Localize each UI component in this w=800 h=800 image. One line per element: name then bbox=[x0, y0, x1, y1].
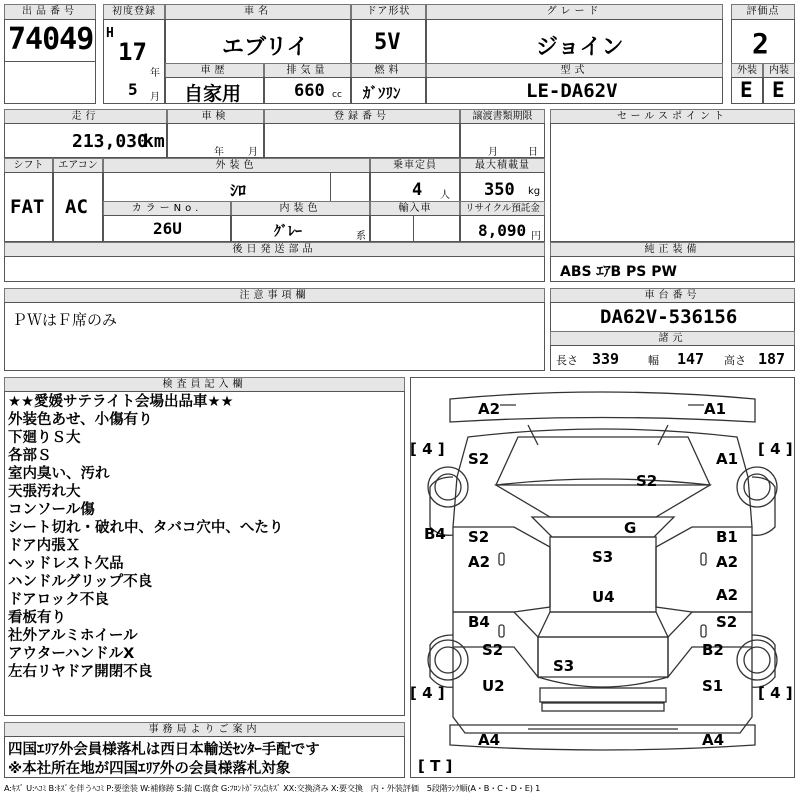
inspector-note-line: 社外アルミホイール bbox=[8, 628, 138, 644]
exterior-grade: E bbox=[740, 78, 753, 102]
mileage: 213,030 bbox=[72, 131, 148, 152]
office-line-2: ※本社所在地が四国ｴﾘｱ外の会員様落札対象 bbox=[8, 761, 291, 777]
mark-rdoor-l: B4 bbox=[468, 613, 490, 631]
displacement-label: 排気量 bbox=[264, 63, 351, 78]
capacity-unit: 人 bbox=[440, 190, 450, 201]
displacement: 660 bbox=[294, 81, 325, 101]
reg-no-label: 登録番号 bbox=[264, 109, 460, 124]
capacity: 4 bbox=[412, 180, 423, 200]
legend: A:ｷｽﾞ U:ﾍｺﾐ B:ｷｽﾞを伴うﾍｺﾐ P:要塗装 W:補修跡 S:錆 C:腐食 G:ﾌﾛﾝﾄｶﾞﾗｽ点ｷｽﾞ XX:交換済み X:要交換 内・外装評価 5段階ﾗﾝｸ順(A・B・C・D・E) 1 bbox=[4, 783, 541, 793]
mark-rear-glass: S3 bbox=[553, 657, 575, 675]
inspector-note-line: ヘッドレスト欠品 bbox=[8, 556, 124, 572]
mark-pillar-r: B1 bbox=[716, 528, 738, 546]
later-parts-label: 後日発送部品 bbox=[4, 242, 545, 257]
year-unit: 年 bbox=[150, 68, 160, 79]
history-label: 車歴 bbox=[165, 63, 264, 78]
lot-label: 出品番号 bbox=[4, 4, 96, 20]
inspection-month-unit: 月 bbox=[248, 147, 258, 158]
history: 自家用 bbox=[184, 83, 242, 105]
vehicle-diagram bbox=[410, 377, 795, 778]
transfer-month-unit: 月 bbox=[488, 147, 498, 158]
mark-rear-r: B2 bbox=[702, 641, 724, 659]
later-parts-box bbox=[4, 256, 545, 282]
door-label: ドア形状 bbox=[351, 4, 426, 20]
sales-point-label: セールスポイント bbox=[550, 109, 795, 124]
inspector-note-line: ドアロック不良 bbox=[8, 592, 109, 608]
inspection-year-unit: 年 bbox=[214, 147, 224, 158]
caution: ＰＷはＦ席のみ bbox=[12, 311, 118, 329]
sales-point-box bbox=[550, 123, 795, 242]
ac-label: エアコン bbox=[53, 158, 103, 173]
mark-roof-front: S3 bbox=[592, 548, 614, 566]
mark-rear-bumper-l: A4 bbox=[478, 731, 501, 749]
office-line-1: 四国ｴﾘｱ外会員様落札は西日本輸送ｾﾝﾀｰ手配です bbox=[8, 742, 320, 758]
int-color-label: 内装色 bbox=[231, 201, 370, 216]
grade: ジョイン bbox=[536, 35, 624, 60]
exterior-label: 外装 bbox=[731, 63, 763, 78]
mark-bumper-l: U2 bbox=[482, 677, 505, 695]
inspector-note-line: ハンドルグリップ不良 bbox=[8, 574, 153, 590]
mark-bumper-r: S1 bbox=[702, 677, 724, 695]
ext-color-sub bbox=[330, 172, 370, 202]
office-label: 事務局よりご案内 bbox=[4, 722, 405, 737]
width-label: 幅 bbox=[648, 354, 659, 367]
shift: FAT bbox=[10, 196, 45, 218]
inspector-note-line: アウターハンドルX bbox=[8, 646, 135, 662]
mark-rear-l: S2 bbox=[482, 641, 504, 659]
import-label: 輸入車 bbox=[370, 201, 460, 216]
mark-spare-tire: [ T ] bbox=[418, 757, 453, 775]
mileage-unit: km bbox=[143, 131, 165, 152]
score: 2 bbox=[752, 27, 769, 60]
chassis-label: 車台番号 bbox=[550, 288, 795, 303]
inspector-note-line: 各部Ｓ bbox=[8, 448, 52, 464]
month-unit: 月 bbox=[150, 92, 160, 103]
mark-front-left: A2 bbox=[478, 400, 501, 418]
recycle: 8,090 bbox=[478, 221, 527, 240]
load-label: 最大積載量 bbox=[460, 158, 545, 173]
displacement-unit: cc bbox=[332, 90, 342, 100]
equipment: ABS ｴｱB PS PW bbox=[560, 264, 677, 280]
load: 350 bbox=[484, 180, 515, 200]
mileage-label: 走行 bbox=[4, 109, 167, 124]
fuel: ｶﾞｿﾘﾝ bbox=[363, 84, 401, 102]
transfer-label: 譲渡書類期限 bbox=[460, 109, 545, 124]
grade-label: グレード bbox=[426, 4, 723, 20]
score-label: 評価点 bbox=[731, 4, 795, 20]
mark-door-l-top: S2 bbox=[468, 528, 490, 546]
inspector-notes bbox=[8, 393, 403, 681]
mark-rdoor-r-top: A2 bbox=[716, 586, 739, 604]
mark-tire-rl: [ 4 ] bbox=[410, 684, 445, 702]
inspector-note-line: 看板有り bbox=[8, 610, 66, 626]
model: LE-DA62V bbox=[526, 80, 618, 102]
lot-box-lower bbox=[4, 61, 96, 104]
mark-door-r-top: A2 bbox=[716, 553, 739, 571]
era: H bbox=[106, 26, 114, 41]
width: 147 bbox=[677, 350, 705, 368]
inspector-note-line: 左右リヤドア開閉不良 bbox=[8, 664, 153, 680]
mark-tire-fr: [ 4 ] bbox=[758, 440, 793, 458]
mark-rdoor-r-bottom: S2 bbox=[716, 613, 738, 631]
load-unit: kg bbox=[528, 186, 541, 197]
int-color-suffix: 系 bbox=[356, 231, 366, 242]
inspector-note-line: 下廻りＳ大 bbox=[8, 430, 81, 446]
mark-pillar-l: B4 bbox=[424, 525, 446, 543]
inspector-note-line: 外装色あせ、小傷有り bbox=[8, 412, 153, 428]
inspection-label: 車検 bbox=[167, 109, 264, 124]
first-reg-year: 17 bbox=[118, 38, 147, 66]
inspector-note-line: ★★愛媛サテライト会場出品車★★ bbox=[8, 394, 234, 410]
mark-door-l-bottom: A2 bbox=[468, 553, 491, 571]
recycle-unit: 円 bbox=[531, 231, 541, 242]
length: 339 bbox=[592, 350, 620, 368]
mark-fender-l: S2 bbox=[468, 450, 490, 468]
mark-front-right: A1 bbox=[704, 400, 727, 418]
color-no: 26U bbox=[153, 219, 182, 238]
length-label: 長さ bbox=[556, 354, 578, 367]
fuel-label: 燃料 bbox=[351, 63, 426, 78]
shift-label: シフト bbox=[4, 158, 53, 173]
height: 187 bbox=[758, 350, 786, 368]
inspector-note-line: シート切れ・破れ中、タバコ穴中、へたり bbox=[8, 520, 284, 536]
inspector-note-line: 天張汚れ大 bbox=[8, 484, 81, 500]
reg-no-box bbox=[264, 123, 460, 158]
door-type: 5V bbox=[374, 30, 401, 55]
capacity-label: 乗車定員 bbox=[370, 158, 460, 173]
ext-color: ｼﾛ bbox=[230, 181, 247, 200]
int-color: ｸﾞﾚｰ bbox=[274, 224, 302, 240]
mark-windshield: G bbox=[624, 519, 637, 537]
recycle-label: リサイクル預託金 bbox=[460, 201, 545, 216]
inspector-label: 検査員記入欄 bbox=[4, 377, 405, 392]
car-name-label: 車名 bbox=[165, 4, 351, 20]
first-reg-month: 5 bbox=[128, 80, 138, 99]
height-label: 高さ bbox=[724, 354, 746, 367]
lot-number: 74049 bbox=[8, 22, 94, 57]
first-reg-label: 初度登録 bbox=[103, 4, 165, 20]
ac: AC bbox=[65, 196, 88, 218]
dims-label: 諸元 bbox=[550, 331, 795, 346]
color-no-label: カラーNo. bbox=[103, 201, 231, 216]
transfer-day-unit: 日 bbox=[528, 147, 538, 158]
interior-label: 内装 bbox=[763, 63, 795, 78]
inspector-note-line: コンソール傷 bbox=[8, 502, 95, 518]
car-name: エブリイ bbox=[222, 35, 309, 60]
caution-label: 注意事項欄 bbox=[4, 288, 545, 303]
chassis-number: DA62V-536156 bbox=[600, 306, 738, 328]
inspector-note-line: 室内臭い、汚れ bbox=[8, 466, 110, 482]
mark-hood: S2 bbox=[636, 472, 658, 490]
ext-color-label: 外装色 bbox=[103, 158, 370, 173]
interior-grade: E bbox=[772, 78, 785, 102]
mark-fender-r: A1 bbox=[716, 450, 739, 468]
mark-roof-rear: U4 bbox=[592, 588, 615, 606]
import-sub bbox=[413, 215, 460, 242]
mark-tire-rr: [ 4 ] bbox=[758, 684, 793, 702]
model-label: 型式 bbox=[426, 63, 723, 78]
inspector-note-line: ドア内張Ｘ bbox=[8, 538, 81, 554]
mark-rear-bumper-r: A4 bbox=[702, 731, 725, 749]
equipment-label: 純正装備 bbox=[550, 242, 795, 257]
mark-tire-fl: [ 4 ] bbox=[410, 440, 445, 458]
